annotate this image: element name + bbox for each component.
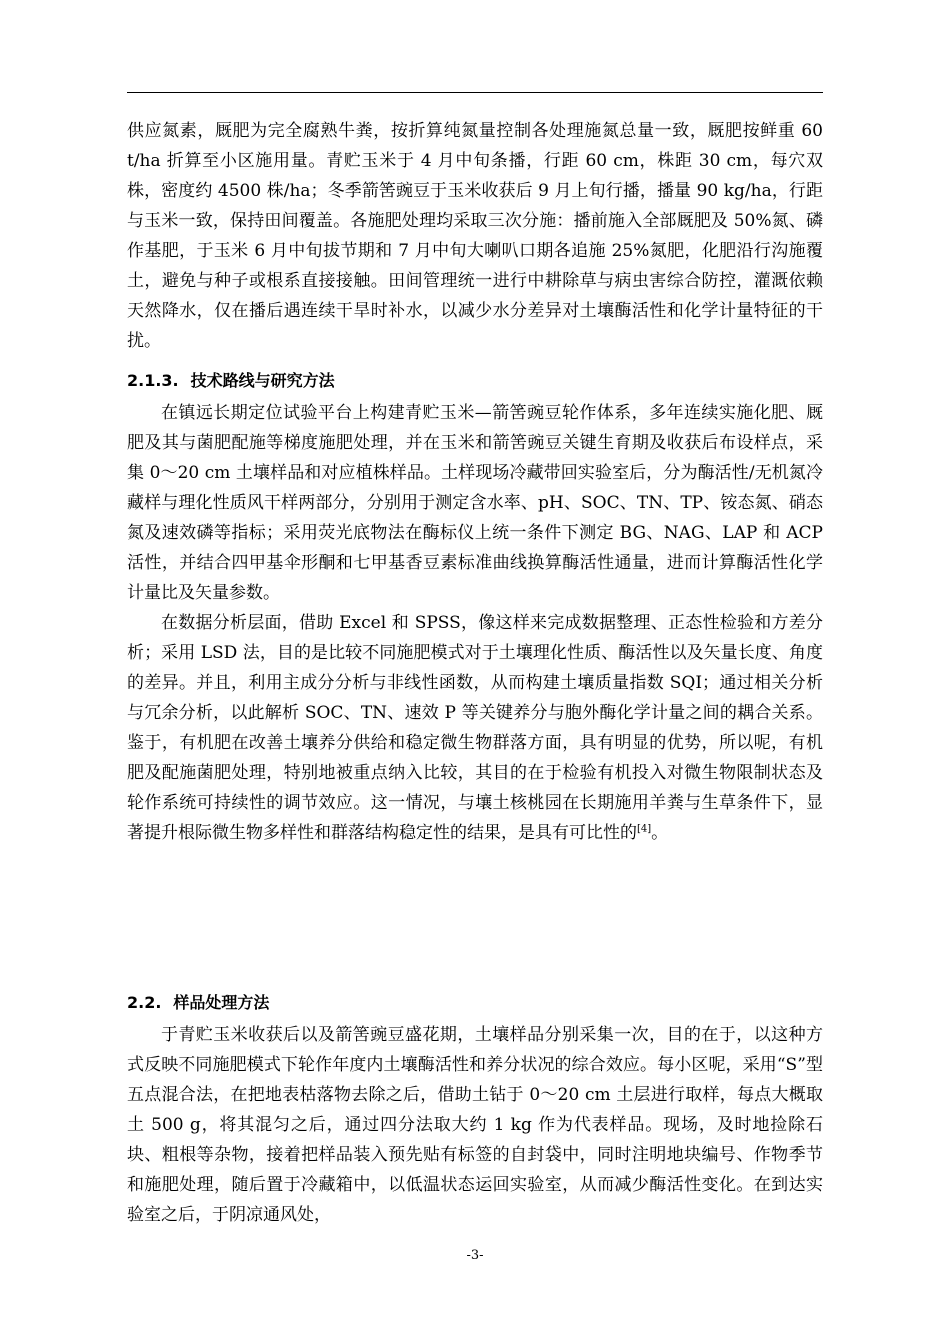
page-body [127,116,823,848]
section-number: 2.2. [127,993,162,1012]
section-heading-2-2 [127,990,823,1016]
paragraph-data-analysis-text: 在数据分析层面，借助 Excel 和 SPSS，像这样来完成数据整理、正态性检验和方差分析；采用 LSD 法，目的是比较不同施肥模式对于土壤理化性质、酶活性以及矢量长度、角度的差异。并且，利用主成分分析与非线性函数，从而构建土壤质量指数 SQI；通过相关分析与冗余分析，以此解析 SOC、TN、速效 P 等关键养分与胞外酶化学计量之间的耦合关系。鉴于，有机肥在改善土壤养分供给和稳定微生物群落方面，具有明显的优势，所以呢，有机肥及配施菌肥处理，特别地被重点纳入比较，其目的在于检验有机投入对微生物限制状态及轮作系统可持续性的调节效应。这一情况，与壤土核桃园在长期施用羊粪与生草条件下，显著提升根际微生物多样性和群落结构稳定性的结果，是具有可比性的 [127,613,823,843]
section-number: 2.1.3. [127,371,179,390]
page-number: -3- [466,1248,484,1263]
section-title: 样品处理方法 [173,993,270,1012]
paragraph-technical-route: 在镇远长期定位试验平台上构建青贮玉米—箭筈豌豆轮作体系，多年连续实施化肥、厩肥及其与菌肥配施等梯度施肥处理，并在玉米和箭筈豌豆关键生育期及收获后布设样点，采集 0～20 cm 土壤样品和对应植株样品。土样现场冷藏带回实验室后，分为酶活性/无机氮冷藏样与理化性质风干样两部分，分别用于测定含水率、pH、SOC、TN、TP、铵态氮、硝态氮及速效磷等指标；采用荧光底物法在酶标仪上统一条件下测定 BG、NAG、LAP 和 ACP 活性，并结合四甲基伞形酮和七甲基香豆素标准曲线换算酶活性通量，进而计算酶活性化学计量比及矢量参数。 [127,403,823,603]
citation-ref[interactable]: [4] [637,823,652,835]
header-rule [127,92,823,93]
section-title: 技术路线与研究方法 [190,371,335,390]
paragraph-end-punct: 。 [651,823,669,843]
paragraph-sample-processing: 于青贮玉米收获后以及箭筈豌豆盛花期，土壤样品分别采集一次，目的在于，以这种方式反映不同施肥模式下轮作年度内土壤酶活性和养分状况的综合效应。每小区呢，采用“S”型五点混合法，在把地表枯落物去除之后，借助土钻于 0～20 cm 土层进行取样，每点大概取土 500 g，将其混匀之后，通过四分法取大约 1 kg 作为代表样品。现场，及时地捡除石块、粗根等杂物，接着把样品装入预先贴有标签的自封袋中，同时注明地块编号、作物季节和施肥处理，随后置于冷藏箱中，以低温状态运回实验室，从而减少酶活性变化。在到达实验室之后，于阴凉通风处， [127,1025,823,1225]
section-2-2 [127,990,823,1230]
section-heading-2-1-3 [127,368,823,394]
paragraph-data-analysis [127,608,823,848]
paragraph-fertilization-details: 供应氮素，厩肥为完全腐熟牛粪，按折算纯氮量控制各处理施氮总量一致，厩肥按鲜重 60 t/ha 折算至小区施用量。青贮玉米于 4 月中旬条播，行距 60 cm，株距 30 cm，每穴双株，密度约 4500 株/ha；冬季箭筈豌豆于玉米收获后 9 月上旬行播，播量 90 kg/ha，行距与玉米一致，保持田间覆盖。各施肥处理均采取三次分施：播前施入全部厩肥及 50%氮、磷作基肥，于玉米 6 月中旬拔节期和 7 月中旬大喇叭口期各追施 25%氮肥，化肥沿行沟施覆土，避免与种子或根系直接接触。田间管理统一进行中耕除草与病虫害综合防控，灌溉依赖天然降水，仅在播后遇连续干旱时补水，以减少水分差异对土壤酶活性和化学计量特征的干扰。 [127,121,823,351]
